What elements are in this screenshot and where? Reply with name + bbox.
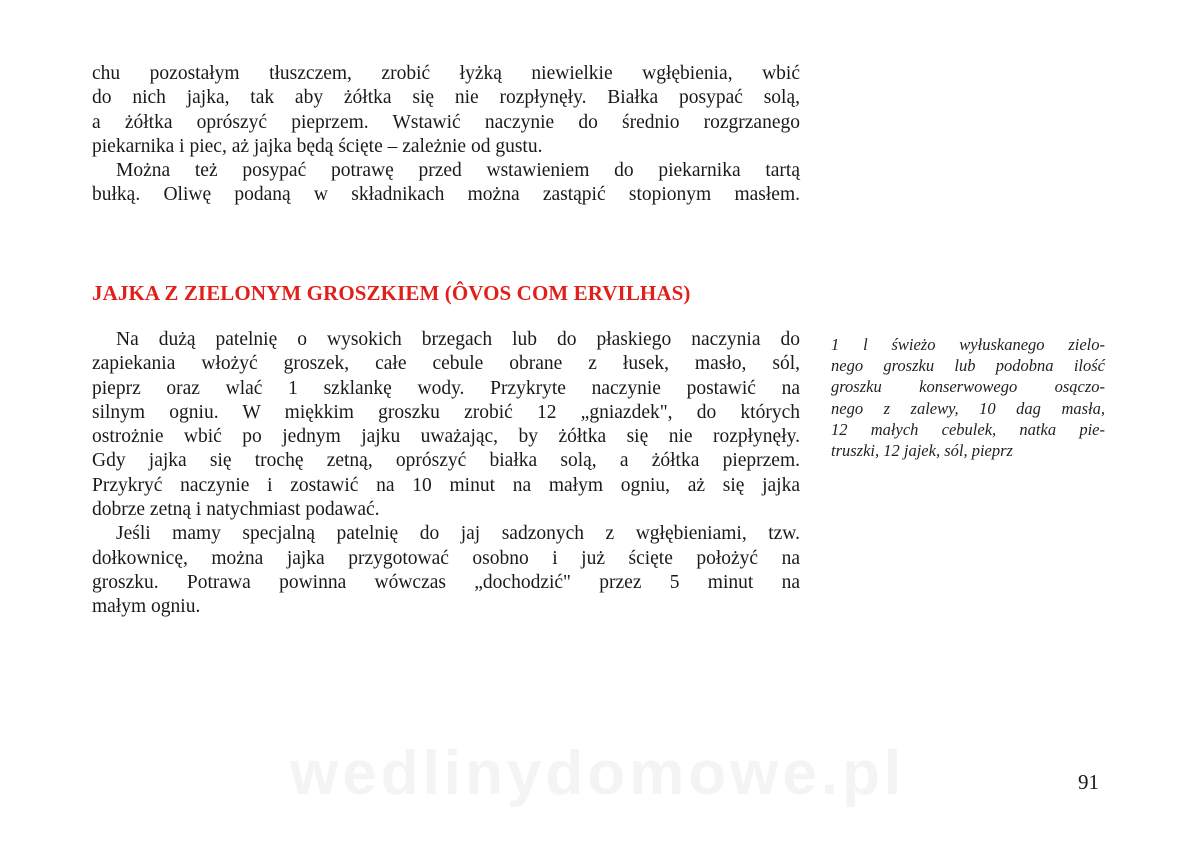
intro-paragraph-1 — [92, 62, 800, 208]
intro-text — [92, 62, 800, 208]
text-line: małym ogniu. — [92, 596, 201, 618]
recipe-instructions — [92, 328, 800, 620]
text-line: bułką. Oliwę podaną w składnikach można zastąpić stopionym masłem. — [92, 184, 800, 206]
text-line: Gdy jajka się trochę zetną, oprószyć białka solą, a żółtka pieprzem. — [92, 450, 800, 472]
ingredients-line: nego z zalewy, 10 dag masła, — [831, 398, 1105, 418]
ingredients-line: 1 l świeżo wyłuskanego zielo- — [831, 335, 1105, 354]
ingredients-line: groszku konserwowego osączo- — [831, 377, 1105, 397]
text-line: Na dużą patelnię o wysokich brzegach lub do płaskiego naczynia do — [116, 329, 800, 350]
ingredients-line: truszki, 12 jajek, sól, pieprz — [831, 441, 1013, 461]
recipe-title: JAJKA Z ZIELONYM GROSZKIEM (ÔVOS COM ERVILHAS) — [92, 281, 691, 305]
ingredients-sidebar — [831, 334, 1105, 461]
text-line: groszku. Potrawa powinna wówczas „dochodzić" przez 5 minut na — [92, 571, 800, 593]
text-line: Przykryć naczynie i zostawić na 10 minut na małym ogniu, aż się jajka — [92, 474, 800, 496]
text-line: a żółtka oprószyć pieprzem. Wstawić naczynie do średnio rozgrzanego — [92, 111, 800, 133]
text-line: piekarnika i piec, aż jajka będą ścięte – zależnie od gustu. — [92, 135, 543, 157]
text-line: dobrze zetną i natychmiast podawać. — [92, 499, 380, 521]
recipe-paragraph — [92, 328, 800, 620]
text-line: Jeśli mamy specjalną patelnię do jaj sadzonych z wgłębieniami, tzw. — [116, 523, 800, 545]
text-line: zapiekania włożyć groszek, całe cebule obrane z łusek, masło, sól, — [92, 353, 800, 375]
text-line: chu pozostałym tłuszczem, zrobić łyżką niewielkie wgłębienia, wbić — [92, 63, 800, 84]
page-number: 91 — [1078, 770, 1099, 794]
text-line: do nich jajka, tak aby żółtka się nie rozpłynęły. Białka posypać solą, — [92, 87, 800, 109]
text-line: dołkownicę, można jajka przygotować osobno i już ścięte położyć na — [92, 547, 800, 569]
ingredients-line: nego groszku lub podobna ilość — [831, 356, 1105, 376]
text-line: pieprz oraz wlać 1 szklankę wody. Przykryte naczynie postawić na — [92, 377, 800, 399]
text-line: Można też posypać potrawę przed wstawieniem do piekarnika tartą — [116, 160, 800, 182]
watermark: wedlinydomowe.pl — [290, 739, 906, 808]
ingredients-line: 12 małych cebulek, natka pie- — [831, 419, 1105, 439]
text-line: ostrożnie wbić po jednym jajku uważając, by żółtka się nie rozpłynęły. — [92, 426, 800, 448]
text-line: silnym ogniu. W miękkim groszku zrobić 12 „gniazdek", do których — [92, 401, 800, 423]
